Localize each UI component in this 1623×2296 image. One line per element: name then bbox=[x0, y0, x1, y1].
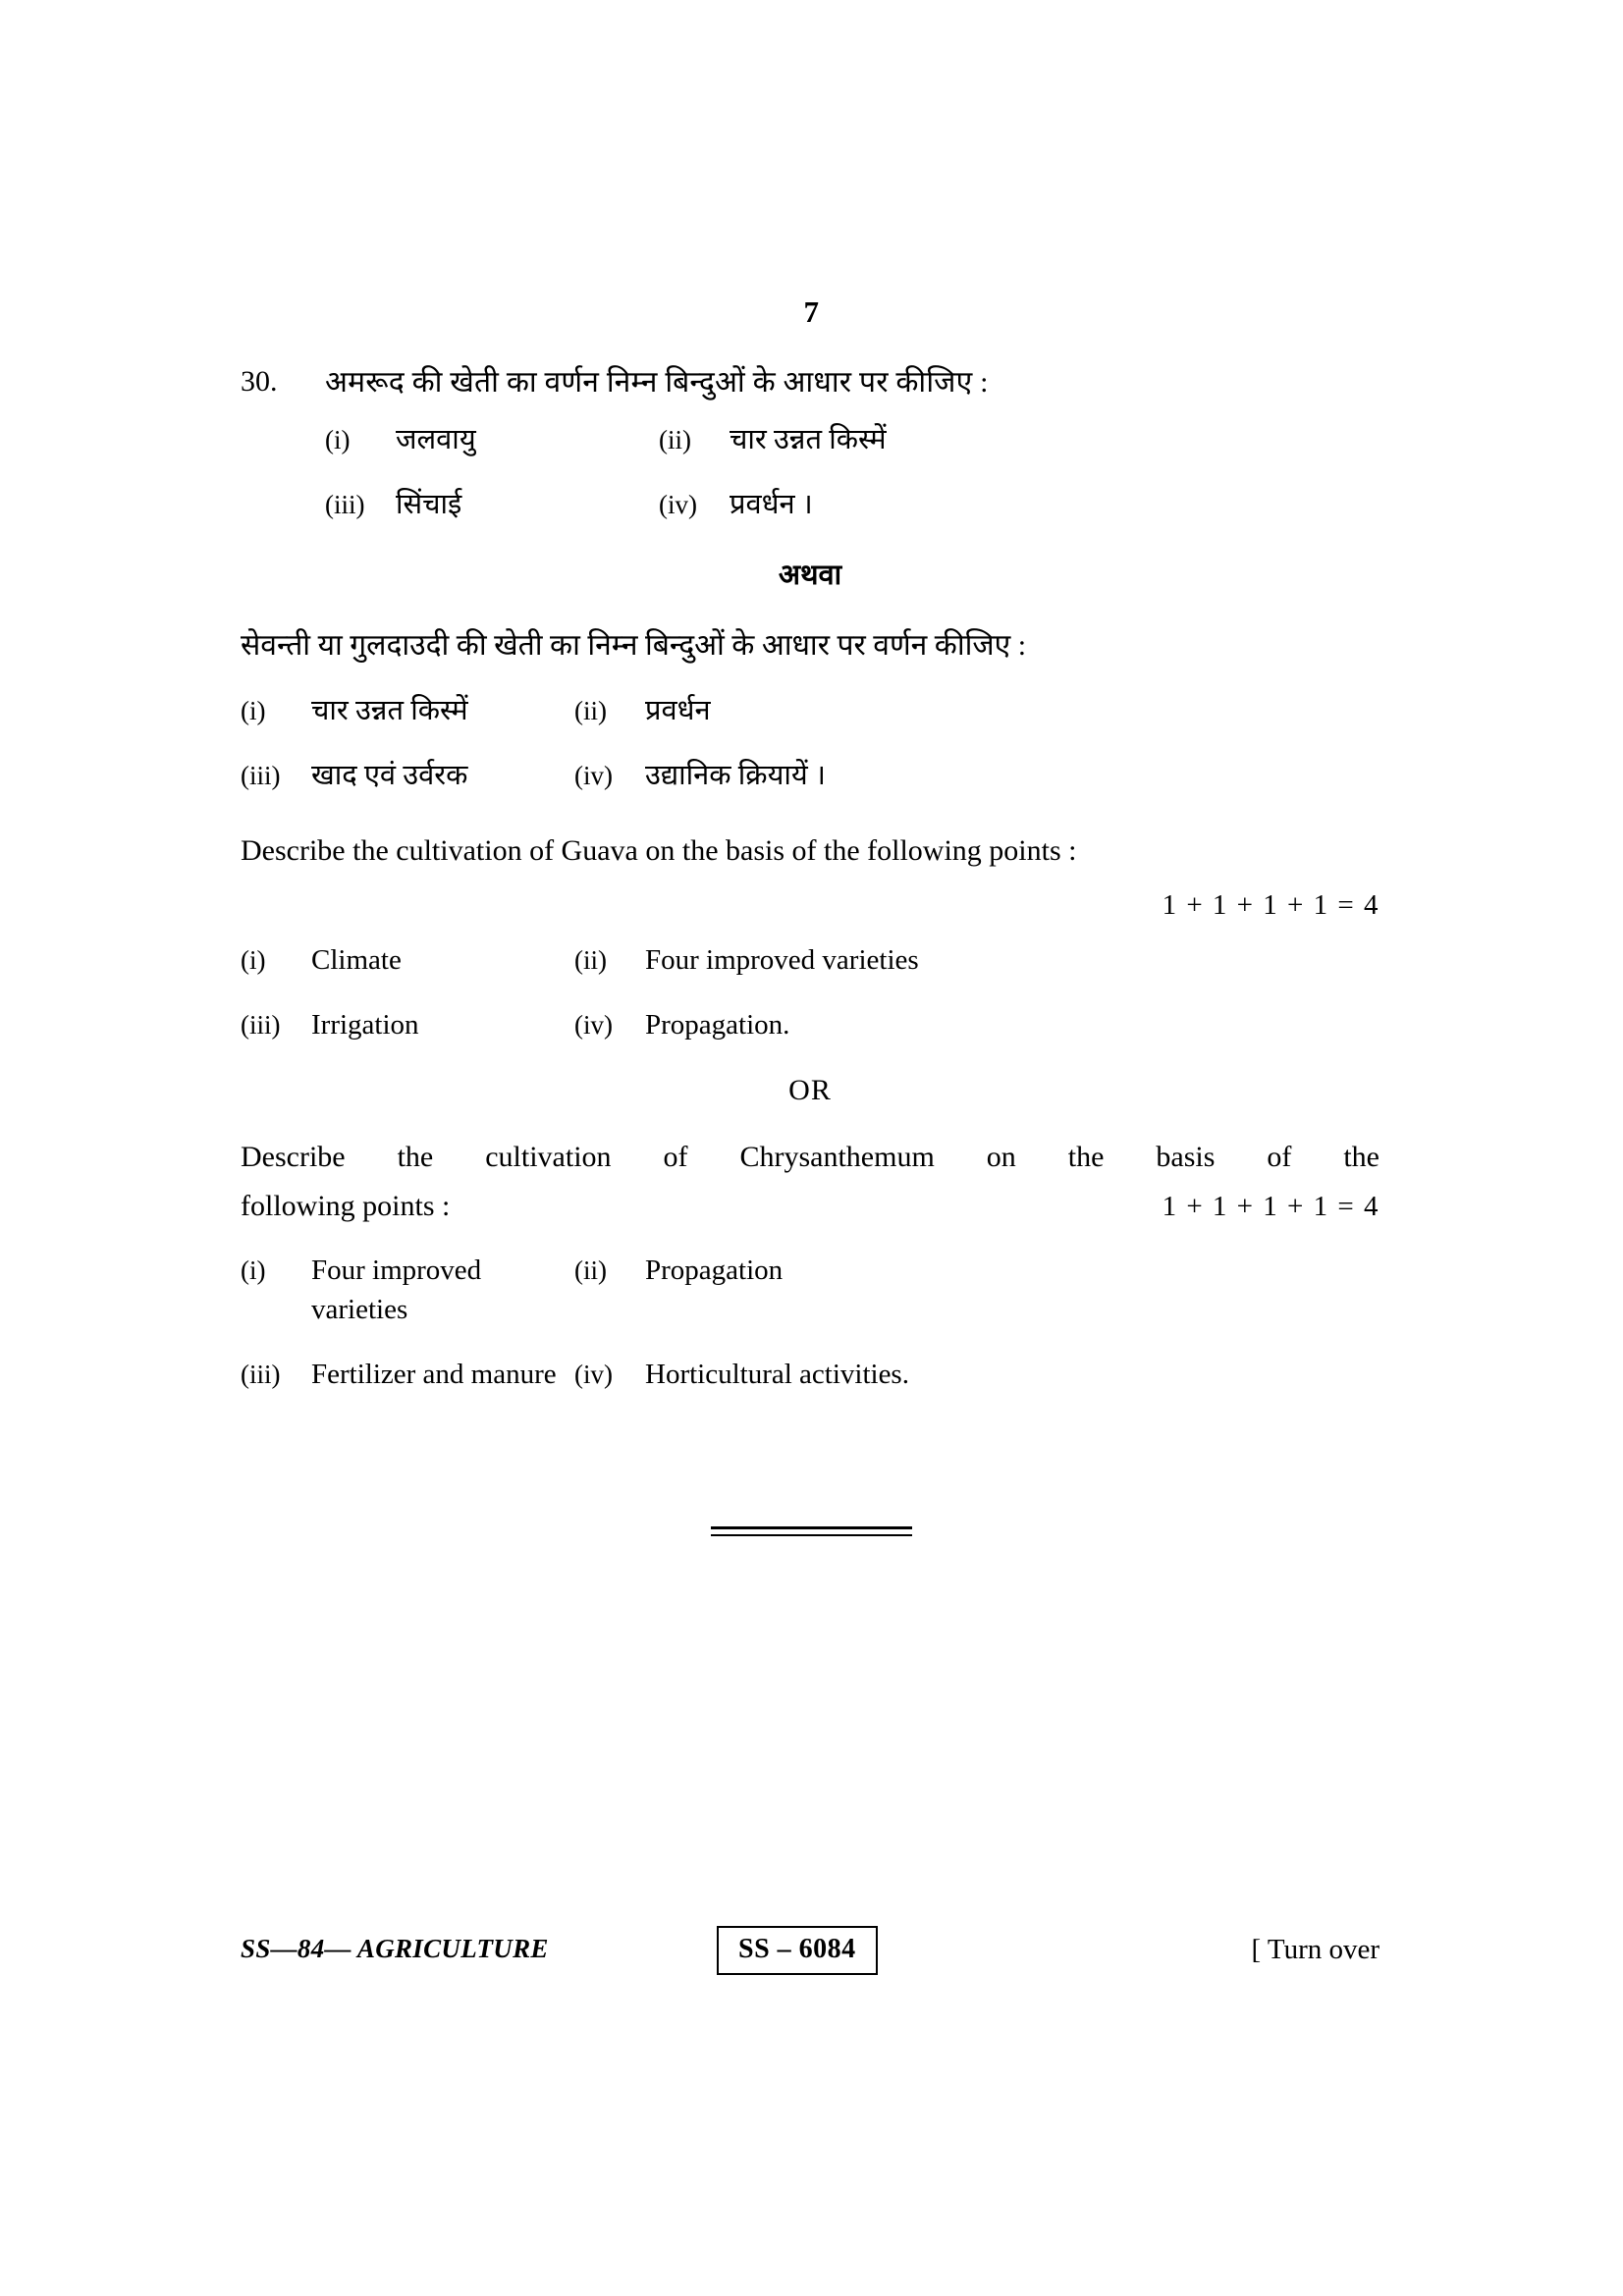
alternative-items-hindi bbox=[241, 691, 1380, 795]
marks-line-chrysanthemum: 1 + 1 + 1 + 1 = 4 bbox=[1162, 1191, 1380, 1222]
item-label: प्रवर्धन । bbox=[730, 489, 813, 520]
footer-paper-code: SS – 6084 bbox=[717, 1926, 878, 1975]
item-label: चार उन्नत किस्में bbox=[311, 695, 468, 726]
list-item bbox=[241, 1005, 574, 1044]
item-row bbox=[241, 1251, 1380, 1329]
item-label: चार उन्नत किस्में bbox=[730, 424, 887, 455]
item-label: खाद एवं उर्वरक bbox=[311, 760, 468, 791]
english-stem-chrysanthemum-line2-row bbox=[241, 1184, 1380, 1229]
double-rule bbox=[711, 1526, 912, 1536]
list-item bbox=[574, 1005, 1380, 1044]
item-label: Four improved varieties bbox=[645, 944, 919, 976]
item-marker: (i) bbox=[325, 425, 351, 454]
item-row bbox=[241, 756, 1380, 795]
item-marker: (iii) bbox=[325, 490, 365, 519]
item-label: Propagation. bbox=[645, 1009, 790, 1041]
item-label: Climate bbox=[311, 944, 402, 976]
item-marker: (iv) bbox=[659, 490, 697, 519]
item-marker: (iii) bbox=[241, 1010, 281, 1040]
page-footer bbox=[241, 1926, 1380, 1985]
item-row bbox=[325, 420, 1380, 459]
english-stem-chrysanthemum-line1: Describe the cultivation of Chrysanthemum on the basis of the bbox=[241, 1141, 1380, 1173]
item-label: Fertilizer and manure bbox=[311, 1359, 557, 1390]
separator-athava: अथवा bbox=[778, 560, 842, 591]
item-marker: (ii) bbox=[574, 1255, 607, 1285]
item-marker: (iv) bbox=[574, 1360, 613, 1389]
list-item bbox=[574, 940, 1380, 980]
item-marker: (ii) bbox=[574, 945, 607, 975]
item-row bbox=[325, 485, 1380, 524]
item-marker: (iv) bbox=[574, 1010, 613, 1040]
item-marker: (iii) bbox=[241, 761, 281, 790]
item-label: उद्यानिक क्रियायें । bbox=[645, 760, 826, 791]
item-marker: (ii) bbox=[659, 425, 691, 454]
list-item bbox=[574, 756, 1380, 795]
question-stem-hindi: अमरूद की खेती का वर्णन निम्न बिन्दुओं के आधार पर कीजिए : bbox=[325, 366, 989, 399]
item-marker: (ii) bbox=[574, 696, 607, 725]
item-marker: (i) bbox=[241, 696, 266, 725]
item-label: प्रवर्धन bbox=[645, 695, 711, 726]
item-label: Propagation bbox=[645, 1255, 784, 1286]
list-item bbox=[574, 1251, 1380, 1290]
item-marker: (iii) bbox=[241, 1360, 281, 1389]
marks-line-guava: 1 + 1 + 1 + 1 = 4 bbox=[1162, 889, 1380, 921]
list-item bbox=[241, 940, 574, 980]
item-row bbox=[241, 940, 1380, 980]
item-marker: (iv) bbox=[574, 761, 613, 790]
footer-turn-over: [ Turn over bbox=[1251, 1934, 1380, 1965]
rule-line-top bbox=[711, 1526, 912, 1529]
question-number: 30. bbox=[241, 365, 278, 398]
item-label: Irrigation bbox=[311, 1009, 419, 1041]
list-item bbox=[574, 1355, 1380, 1394]
list-item bbox=[659, 485, 1380, 524]
list-item bbox=[241, 1251, 574, 1329]
separator-or: OR bbox=[788, 1074, 832, 1106]
question-30-items-hindi bbox=[325, 420, 1380, 524]
list-item bbox=[659, 420, 1380, 459]
alternative-hindi-block bbox=[241, 624, 1380, 667]
list-item bbox=[241, 691, 574, 730]
item-row bbox=[241, 1355, 1380, 1394]
alternative-stem-hindi: सेवन्ती या गुलदाउदी की खेती का निम्न बिन्दुओं के आधार पर वर्णन कीजिए : bbox=[241, 629, 1027, 662]
item-label: सिंचाई bbox=[396, 489, 462, 520]
item-label: जलवायु bbox=[396, 424, 476, 455]
english-items-chrysanthemum bbox=[241, 1251, 1380, 1394]
footer-subject-code: SS—84— AGRICULTURE bbox=[241, 1934, 549, 1963]
item-row bbox=[241, 1005, 1380, 1044]
list-item bbox=[325, 485, 659, 524]
english-items-guava bbox=[241, 940, 1380, 1044]
section-divider bbox=[0, 1523, 1623, 1541]
item-marker: (i) bbox=[241, 945, 266, 975]
list-item bbox=[241, 756, 574, 795]
page-content bbox=[241, 361, 1380, 1394]
list-item bbox=[325, 420, 659, 459]
question-30-stem-row bbox=[241, 361, 1380, 404]
list-item bbox=[241, 1355, 574, 1394]
item-row bbox=[241, 691, 1380, 730]
item-label: Horticultural activities. bbox=[645, 1359, 909, 1390]
item-label: Four improved varieties bbox=[311, 1255, 482, 1325]
english-stem-chrysanthemum-line2: following points : bbox=[241, 1190, 451, 1222]
item-marker: (i) bbox=[241, 1255, 266, 1285]
list-item bbox=[574, 691, 1380, 730]
rule-line-bottom bbox=[711, 1534, 912, 1536]
english-stem-guava: Describe the cultivation of Guava on the basis of the following points : bbox=[241, 834, 1077, 867]
page-number: 7 bbox=[803, 294, 820, 329]
